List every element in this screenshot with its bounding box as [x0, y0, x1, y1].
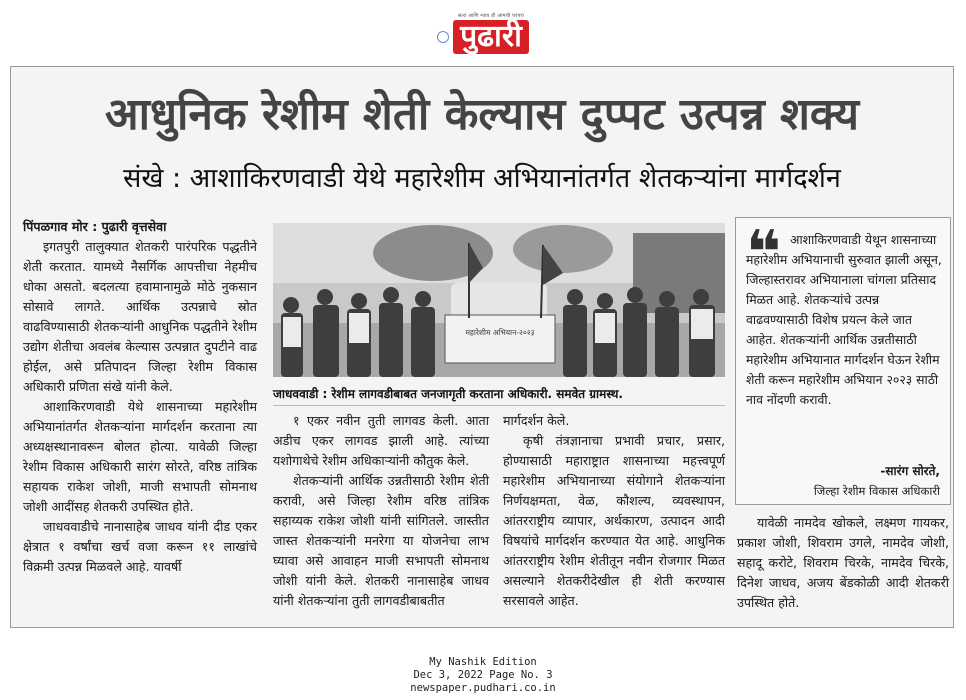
page-footer — [0, 656, 966, 695]
article-column-1 — [23, 217, 257, 577]
edition-name: My Nashik Edition — [429, 656, 537, 668]
masthead — [0, 8, 966, 58]
paragraph: इगतपुरी तालुक्यात शेतकरी पारंपरिक पद्धतीने शेती करतात. यामध्ये नैसर्गिक आपत्तीचा नेहमीच धोका असतो. बदलत्या हवामानामुळे मोठे नुकसान सोसावे लागते. आर्थिक उत्पन्नाचे स्रोत वाढविण्यासाठी शेतकऱ्यांनी आधुनिक पद्धतीने रेशीम उद्योग शेतीचा अवलंब केल्यास उत्पन्नात दुपटीने वाढ होईल, असे प्रतिपादन जिल्हा रेशीम विकास अधिकारी प्रणिता संखे यांनी केले. — [23, 239, 257, 394]
logo-box — [453, 13, 529, 54]
paragraph: यावेळी नामदेव खोकले, लक्ष्मण गायकर, प्रकाश जोशी, शिवराम उगले, नामदेव जोशी, सहादू करोटे, शिवराम चिरके, नामदेव चिरके, दिनेश जाधव, अजय बेंडकोळी आदी शेतकरी उपस्थित होते. — [737, 515, 949, 610]
website-link[interactable]: newspaper.pudhari.co.in — [410, 682, 556, 694]
photo-illustration — [273, 223, 725, 377]
globe-icon — [437, 31, 449, 43]
quote-author: -सारंग सोरते, — [880, 464, 940, 478]
logo-tagline: सत्य आणि न्याय ही आमची परंपरा — [457, 12, 525, 19]
article-column-2 — [273, 411, 489, 611]
paragraph: कृषी तंत्रज्ञानाचा प्रभावी प्रचार, प्रसार, होण्यासाठी महाराष्ट्रात शासनाच्या महत्त्वपूर्ण महारेशीम अभियानाच्या संयोगाने शेतकऱ्यांना निर्णयक्षमता, वेळ, कौशल्य, व्यवस्थापन, आंतरराष्ट्रीय व्यापार, अर्थकारण, उत्पादन आदी विषयांचे मार्गदर्शन करण्यात येत आहे. आधुनिक आंतरराष्ट्रीय रेशीम शेतीतून नवीन रोजगार मिळत असल्याने शेतकरीदेखील ही शेती करण्यास सरसावले आहेत. — [503, 433, 725, 608]
quote-text: आशाकिरणवाडी येथून शासनाच्या महारेशीम अभियानाची सुरुवात झाली असून, जिल्हास्तरावर अभियानाला चांगला प्रतिसाद मिळत आहे. शेतकऱ्यांचे उत्पन्न वाढवण्यासाठी विशेष प्रयत्न केले जात आहेत. शेतकऱ्यांनी आर्थिक उन्नतीसाठी महारेशीम अभियानात मार्गदर्शन घेऊन रेशीम शेती करून महारेशीम अभियान २०२३ साठी नाव नोंदणी करावी. — [746, 232, 942, 407]
edition-date-page: Dec 3, 2022 Page No. 3 — [413, 669, 553, 681]
paragraph: आशाकिरणवाडी येथे शासनाच्या महारेशीम अभियानांतर्गत शेतकऱ्यांना मार्गदर्शन करताना त्या अध्यक्षस्थानावरून बोलत होत्या. यावेळी जिल्हा रेशीम विकास अधिकारी सारंग सोरते, वरिष्ठ तांत्रिक सहायक राकेश जोशी, माजी सभापती सोमनाथ जोशी आदींसह शेतकरी उपस्थित होते. — [23, 399, 257, 514]
photo-caption: जाधववाडी : रेशीम लागवडीबाबत जनजागृती करताना अधिकारी. समवेत ग्रामस्थ. — [273, 383, 725, 406]
logo-text: पुढारी — [453, 20, 529, 54]
paragraph: शेतकऱ्यांनी आर्थिक उन्नतीसाठी रेशीम शेती करावी, असे जिल्हा रेशीम वरिष्ठ तांत्रिक सहाय्यक राकेश जोशी यांनी सांगितले. जास्तीत जास्त शेतकऱ्यांनी मनरेगा या योजनेचा लाभ घ्यावा असे आवाहन माजी सभापती सोमनाथ जोशी यांनी केले. शेतकरी नानासाहेब जाधव यांनी शेतकऱ्यांना तुती लागवडीबाबतीत — [273, 473, 489, 608]
dateline: पिंपळगाव मोर : पुढारी वृत्तसेवा — [23, 219, 167, 234]
headline: आधुनिक रेशीम शेती केल्यास दुप्पट उत्पन्न शक्य — [105, 89, 859, 140]
quote-box — [735, 217, 951, 505]
paragraph: जाधववाडीचे नानासाहेब जाधव यांनी दीड एकर क्षेत्रात १ वर्षांचा खर्च वजा करून ११ लाखांचे विक्रमी उत्पन्न मिळवले आहे. यावर्षी — [23, 519, 257, 574]
paragraph: १ एकर नवीन तुती लागवड केली. आता अडीच एकर लागवड झाली आहे. त्यांच्या यशोगाथेचे रेशीम अधिकाऱ्यांनी कौतुक केले. — [273, 413, 489, 468]
article-clipping — [10, 66, 954, 628]
logo[interactable] — [437, 13, 529, 54]
quote-author-role: जिल्हा रेशीम विकास अधिकारी — [813, 484, 940, 498]
article-column-3 — [503, 411, 725, 611]
subheadline: संखे : आशाकिरणवाडी येथे महारेशीम अभियानांतर्गत शेतकऱ्यांना मार्गदर्शन — [123, 163, 841, 194]
quote-mark-icon: ❝ — [746, 218, 782, 288]
paragraph: मार्गदर्शन केले. — [503, 413, 570, 428]
article-photo — [273, 223, 725, 377]
banner-text: महारेशीम अभियान-२०२३ — [465, 328, 535, 337]
article-column-4 — [737, 513, 949, 613]
